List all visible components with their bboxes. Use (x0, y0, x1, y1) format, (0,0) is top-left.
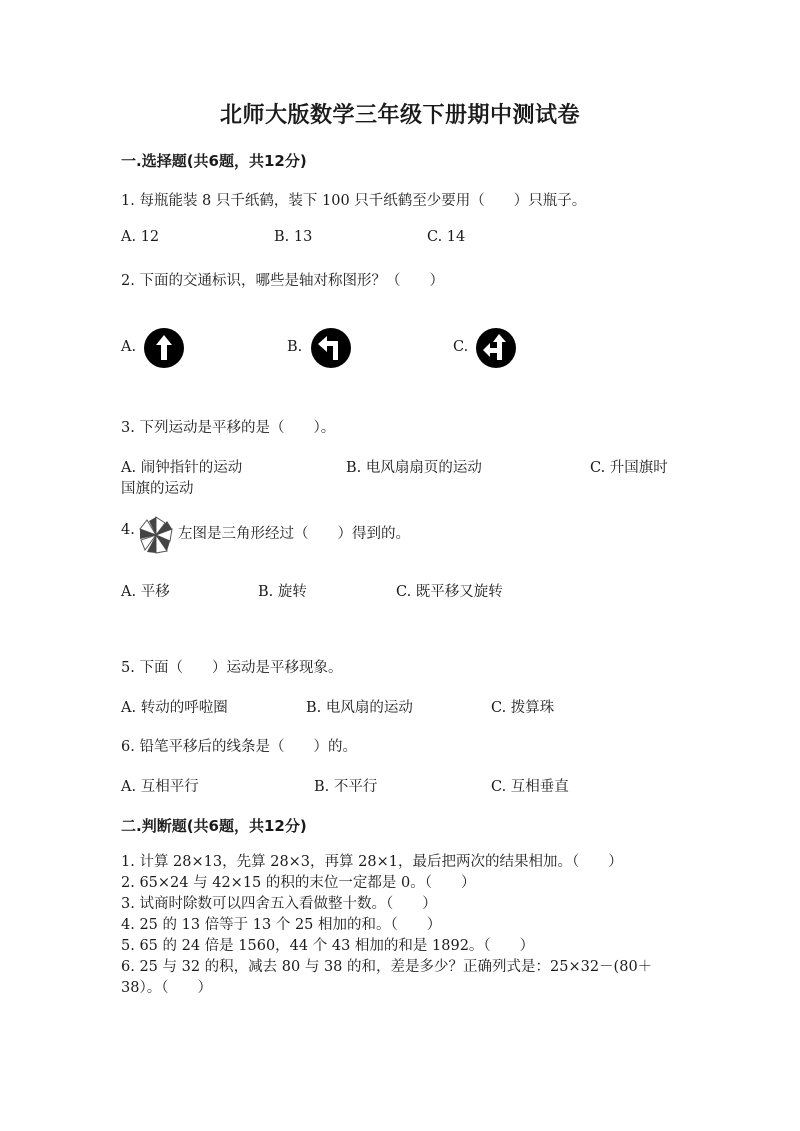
q1-option-c: C. 14 (427, 229, 466, 245)
question-2: 2. 下面的交通标识，哪些是轴对称图形？（ ） (121, 273, 444, 289)
q5-option-b: B. 电风扇的运动 (306, 700, 413, 716)
q6-option-c: C. 互相垂直 (491, 779, 569, 795)
question-3: 3. 下列运动是平移的是（ ）。 (121, 420, 336, 436)
judge-item-5: 5. 65 的 24 倍是 1560，44 个 43 相加的和是 1892。（ ） (121, 938, 535, 954)
q1-option-b: B. 13 (274, 229, 313, 245)
arrow-up-sign-icon (143, 327, 185, 369)
question-1: 1. 每瓶能装 8 只千纸鹤，装下 100 只千纸鹤至少要用（ ）只瓶子。 (121, 193, 587, 209)
page-title: 北师大版数学三年级下册期中测试卷 (219, 103, 580, 128)
q5-option-a: A. 转动的呼啦圈 (121, 700, 228, 716)
q4-option-a: A. 平移 (121, 584, 170, 600)
judge-item-3: 3. 试商时除数可以四舍五入看做整十数。（ ） (121, 896, 437, 912)
pinwheel-triangles-icon (137, 515, 175, 555)
q6-option-a: A. 互相平行 (121, 779, 199, 795)
judge-item-6-continued: 38）。（ ） (121, 980, 212, 996)
q1-option-a: A. 12 (121, 229, 160, 245)
q4-option-b: B. 旋转 (258, 584, 307, 600)
question-4-number: 4. (121, 522, 135, 538)
q2-option-a: A. (121, 339, 137, 355)
judge-item-6: 6. 25 与 32 的积，减去 80 与 38 的和，差是多少？正确列式是：25×32－(80＋ (121, 959, 653, 975)
q5-option-c: C. 拨算珠 (491, 700, 555, 716)
judge-item-1: 1. 计算 28×13，先算 28×3，再算 28×1，最后把两次的结果相加。（ ） (121, 854, 623, 870)
judge-item-4: 4. 25 的 13 倍等于 13 个 25 相加的和。（ ） (121, 917, 442, 933)
left-turn-straight-sign-icon (475, 327, 517, 369)
question-4: 左图是三角形经过（ ）得到的。 (178, 526, 410, 542)
judge-item-2: 2. 65×24 与 42×15 的积的末位一定都是 0。（ ） (121, 875, 476, 891)
q2-option-c: C. (453, 339, 469, 355)
q6-option-b: B. 不平行 (314, 779, 378, 795)
section-heading-choice: 一.选择题(共6题，共12分) (121, 152, 307, 170)
question-6: 6. 铅笔平移后的线条是（ ）的。 (121, 739, 357, 755)
section-heading-judgement: 二.判断题(共6题，共12分) (121, 817, 307, 835)
turn-left-sign-icon (310, 327, 352, 369)
q3-option-c: C. 升国旗时 (590, 460, 668, 476)
question-5: 5. 下面（ ）运动是平移现象。 (121, 660, 343, 676)
q4-option-c: C. 既平移又旋转 (396, 584, 503, 600)
q3-option-c-continued: 国旗的运动 (121, 481, 194, 497)
q2-option-b: B. (287, 339, 303, 355)
q3-option-a: A. 闹钟指针的运动 (121, 460, 243, 476)
q3-option-b: B. 电风扇扇页的运动 (346, 460, 482, 476)
